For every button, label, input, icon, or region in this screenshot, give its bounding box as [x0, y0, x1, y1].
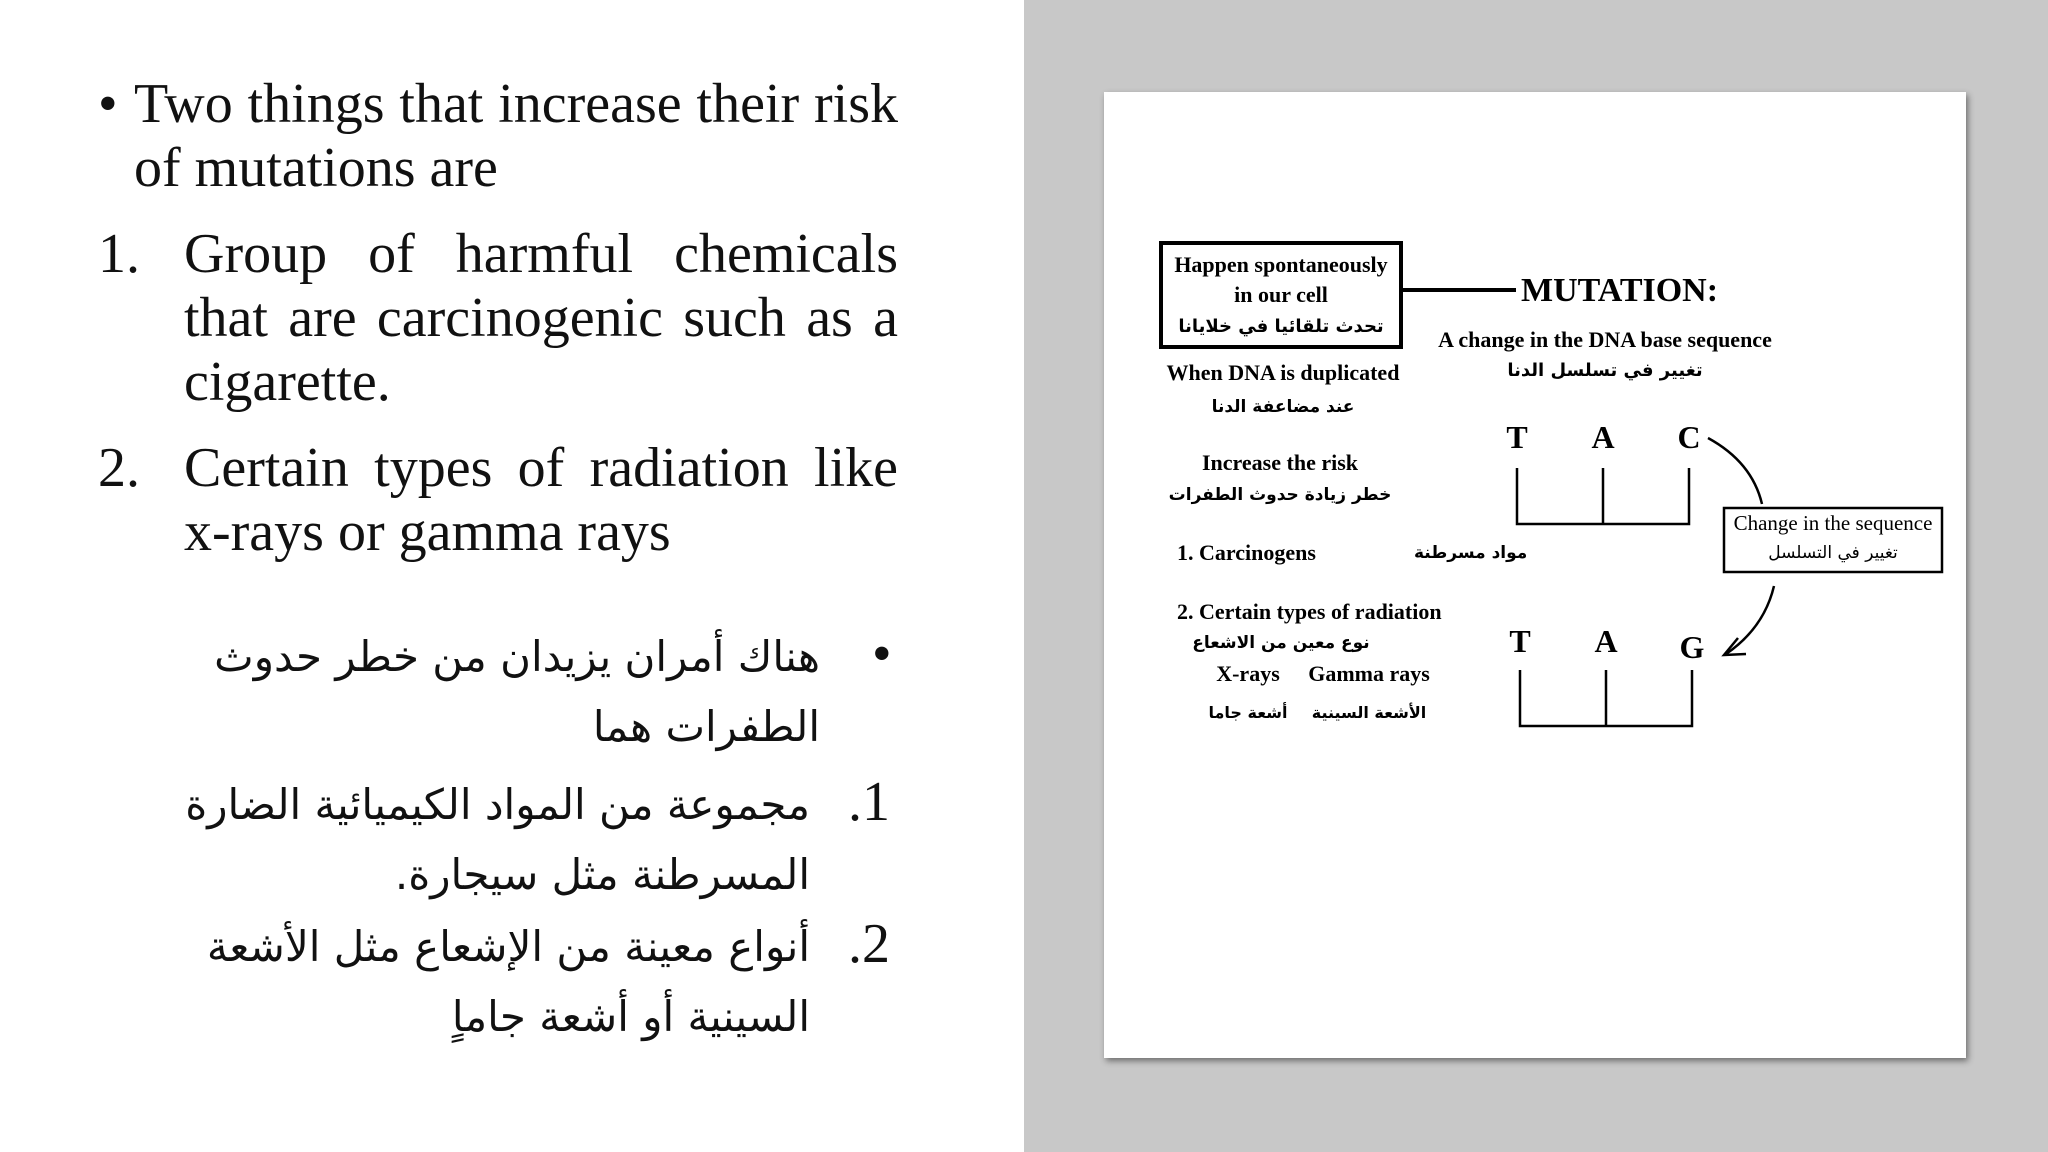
- seq-top-base-3: C: [1677, 419, 1701, 455]
- duplicated-english: When DNA is duplicated: [1166, 360, 1400, 385]
- mutation-title: MUTATION:: [1521, 272, 1719, 309]
- english-intro-bullet: [98, 72, 898, 200]
- english-item-2: [98, 436, 898, 564]
- box-text-line1: Happen spontaneously: [1174, 252, 1388, 277]
- english-intro-text: Two things that increase their risk of mutations are: [134, 73, 898, 199]
- arabic-intro-line1: هناك أمران يزيدان من خطر حدوث: [214, 632, 820, 681]
- arabic-item-1-line1: مجموعة من المواد الكيميائية الضارة: [185, 780, 810, 829]
- risk-arabic: خطر زيادة حدوث الطفرات: [1168, 485, 1392, 505]
- gamma-arabic: الأشعة السينية: [1311, 703, 1427, 722]
- item-number: 1.: [98, 223, 140, 285]
- seq-bottom-base-2: A: [1594, 623, 1618, 659]
- change-english: Change in the sequence: [1733, 511, 1933, 535]
- arabic-item-2-number: .2: [848, 913, 890, 975]
- xrays-english: X-rays: [1216, 661, 1280, 686]
- duplicated-arabic: عند مضاعفة الدنا: [1211, 397, 1355, 417]
- seq-bottom-backbone: [1520, 670, 1692, 726]
- radiation-arabic: نوع معين من الاشعاع: [1192, 633, 1370, 653]
- seq-bottom-base-1: T: [1509, 623, 1531, 659]
- subtitle-english: A change in the DNA base sequence: [1438, 327, 1772, 352]
- subtitle-arabic: تغيير في تسلسل الدنا: [1507, 360, 1703, 381]
- gamma-english: Gamma rays: [1308, 661, 1430, 686]
- seq-bottom-base-3: G: [1679, 629, 1705, 665]
- arabic-intro-line2: الطفرات هما: [592, 702, 820, 751]
- arrow-top-curve: [1708, 438, 1762, 504]
- english-item-1: [98, 222, 898, 414]
- carcinogens-arabic: مواد مسرطنة: [1414, 543, 1528, 563]
- item-number: 2.: [98, 437, 140, 499]
- change-arabic: تغيير في التسلسل: [1768, 543, 1898, 563]
- xrays-arabic: أشعة جاما: [1208, 703, 1288, 722]
- risk-english: Increase the risk: [1201, 450, 1359, 475]
- box-text-arabic: تحدث تلقائيا في خلايانا: [1178, 316, 1384, 337]
- box-text-line2: in our cell: [1234, 282, 1328, 307]
- item-text: Group of harmful chemicals that are carcinogenic such as a cigarette.: [184, 223, 898, 413]
- seq-top-base-1: T: [1506, 419, 1528, 455]
- seq-top-backbone: [1517, 468, 1689, 524]
- mutation-diagram: [1104, 92, 1966, 1058]
- arabic-item-1-number: .1: [848, 771, 890, 833]
- item-text: Certain types of radiation like x-rays or gamma rays: [184, 437, 898, 563]
- seq-top-base-2: A: [1591, 419, 1615, 455]
- arabic-bullet-dot: •: [872, 623, 892, 685]
- arabic-item-1-line2: المسرطنة مثل سيجارة.: [394, 850, 810, 899]
- mutation-diagram-svg: [1104, 92, 1966, 1058]
- arabic-item-2-line1: أنواع معينة من الإشعاع مثل الأشعة: [206, 922, 810, 971]
- arabic-item-2-line2: السينية أو أشعة جاماٍ: [451, 992, 810, 1041]
- radiation-english: 2. Certain types of radiation: [1177, 599, 1442, 624]
- bullet-dot: •: [98, 73, 118, 135]
- carcinogens-english: 1. Carcinogens: [1177, 540, 1316, 565]
